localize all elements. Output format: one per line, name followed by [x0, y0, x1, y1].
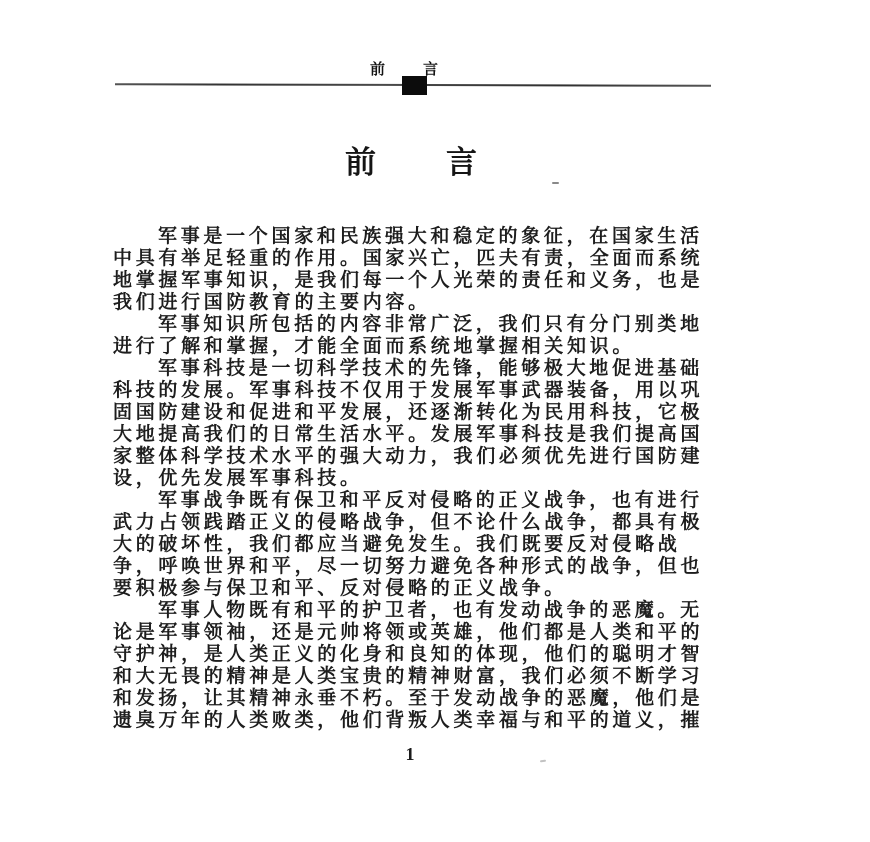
- body-text-line: 大地提高我们的日常生活水平。发展军事科技是我们提高国: [113, 424, 704, 445]
- body-text-line: 军事是一个国家和民族强大和稳定的象征，在国家生活: [158, 226, 703, 247]
- running-header-right-char: 言: [423, 62, 440, 78]
- page-number: 1: [405, 744, 415, 764]
- body-text-line: 大的破坏性，我们都应当避免发生。我们既要反对侵略战: [113, 534, 681, 555]
- body-text-line: 遗臭万年的人类败类，他们背叛人类幸福与和平的道义，摧: [113, 710, 704, 731]
- page-title-char2: 言: [446, 145, 477, 180]
- body-text-line: 军事知识所包括的内容非常广泛，我们只有分门别类地: [158, 314, 703, 335]
- body-text-line: 我们进行国防教育的主要内容。: [113, 292, 431, 313]
- body-text-line: 设，优先发展军事科技。: [113, 468, 363, 489]
- body-text-line: 家整体科学技术水平的强大动力，我们必须优先进行国防建: [113, 446, 704, 467]
- running-header-left-char: 前: [370, 62, 387, 78]
- body-text-line: 进行了解和掌握，才能全面而系统地掌握相关知识。: [113, 336, 636, 357]
- body-text-line: 争，呼唤世界和平，尽一切努力避免各种形式的战争，但也: [113, 556, 704, 577]
- body-text-line: 军事战争既有保卫和平反对侵略的正义战争，也有进行: [158, 490, 703, 511]
- body-text-line: 军事科技是一切科学技术的先锋，能够极大地促进基础: [158, 358, 703, 379]
- body-text-line: 和发扬，让其精神永垂不朽。至于发动战争的恶魔，他们是: [113, 688, 704, 709]
- running-header: [370, 58, 439, 79]
- body-text-line: 中具有举足轻重的作用。国家兴亡，匹夫有责，全面而系统: [113, 248, 704, 269]
- body-text-line: 和大无畏的精神是人类宝贵的精神财富，我们必须不断学习: [113, 666, 704, 687]
- scan-noise-mark: [552, 182, 559, 184]
- body-text: [113, 226, 713, 732]
- body-text-line: 要积极参与保卫和平、反对侵略的正义战争。: [113, 578, 568, 599]
- body-text-line: 地掌握军事知识，是我们每一个人光荣的责任和义务，也是: [113, 270, 704, 291]
- page-title-char1: 前: [345, 145, 376, 180]
- body-text-line: 守护神，是人类正义的化身和良知的体现，他们的聪明才智: [113, 644, 704, 665]
- page-title: [345, 147, 477, 180]
- body-text-line: 科技的发展。军事科技不仅用于发展军事武器装备，用以巩: [113, 380, 704, 401]
- scan-noise-mark: [540, 760, 546, 763]
- body-text-line: 固国防建设和促进和平发展，还逐渐转化为民用科技，它极: [113, 402, 704, 423]
- body-text-line: 论是军事领袖，还是元帅将领或英雄，他们都是人类和平的: [113, 622, 704, 643]
- body-text-line: 军事人物既有和平的护卫者，也有发动战争的恶魔。无: [158, 600, 703, 621]
- body-text-line: 武力占领践踏正义的侵略战争，但不论什么战争，都具有极: [113, 512, 704, 533]
